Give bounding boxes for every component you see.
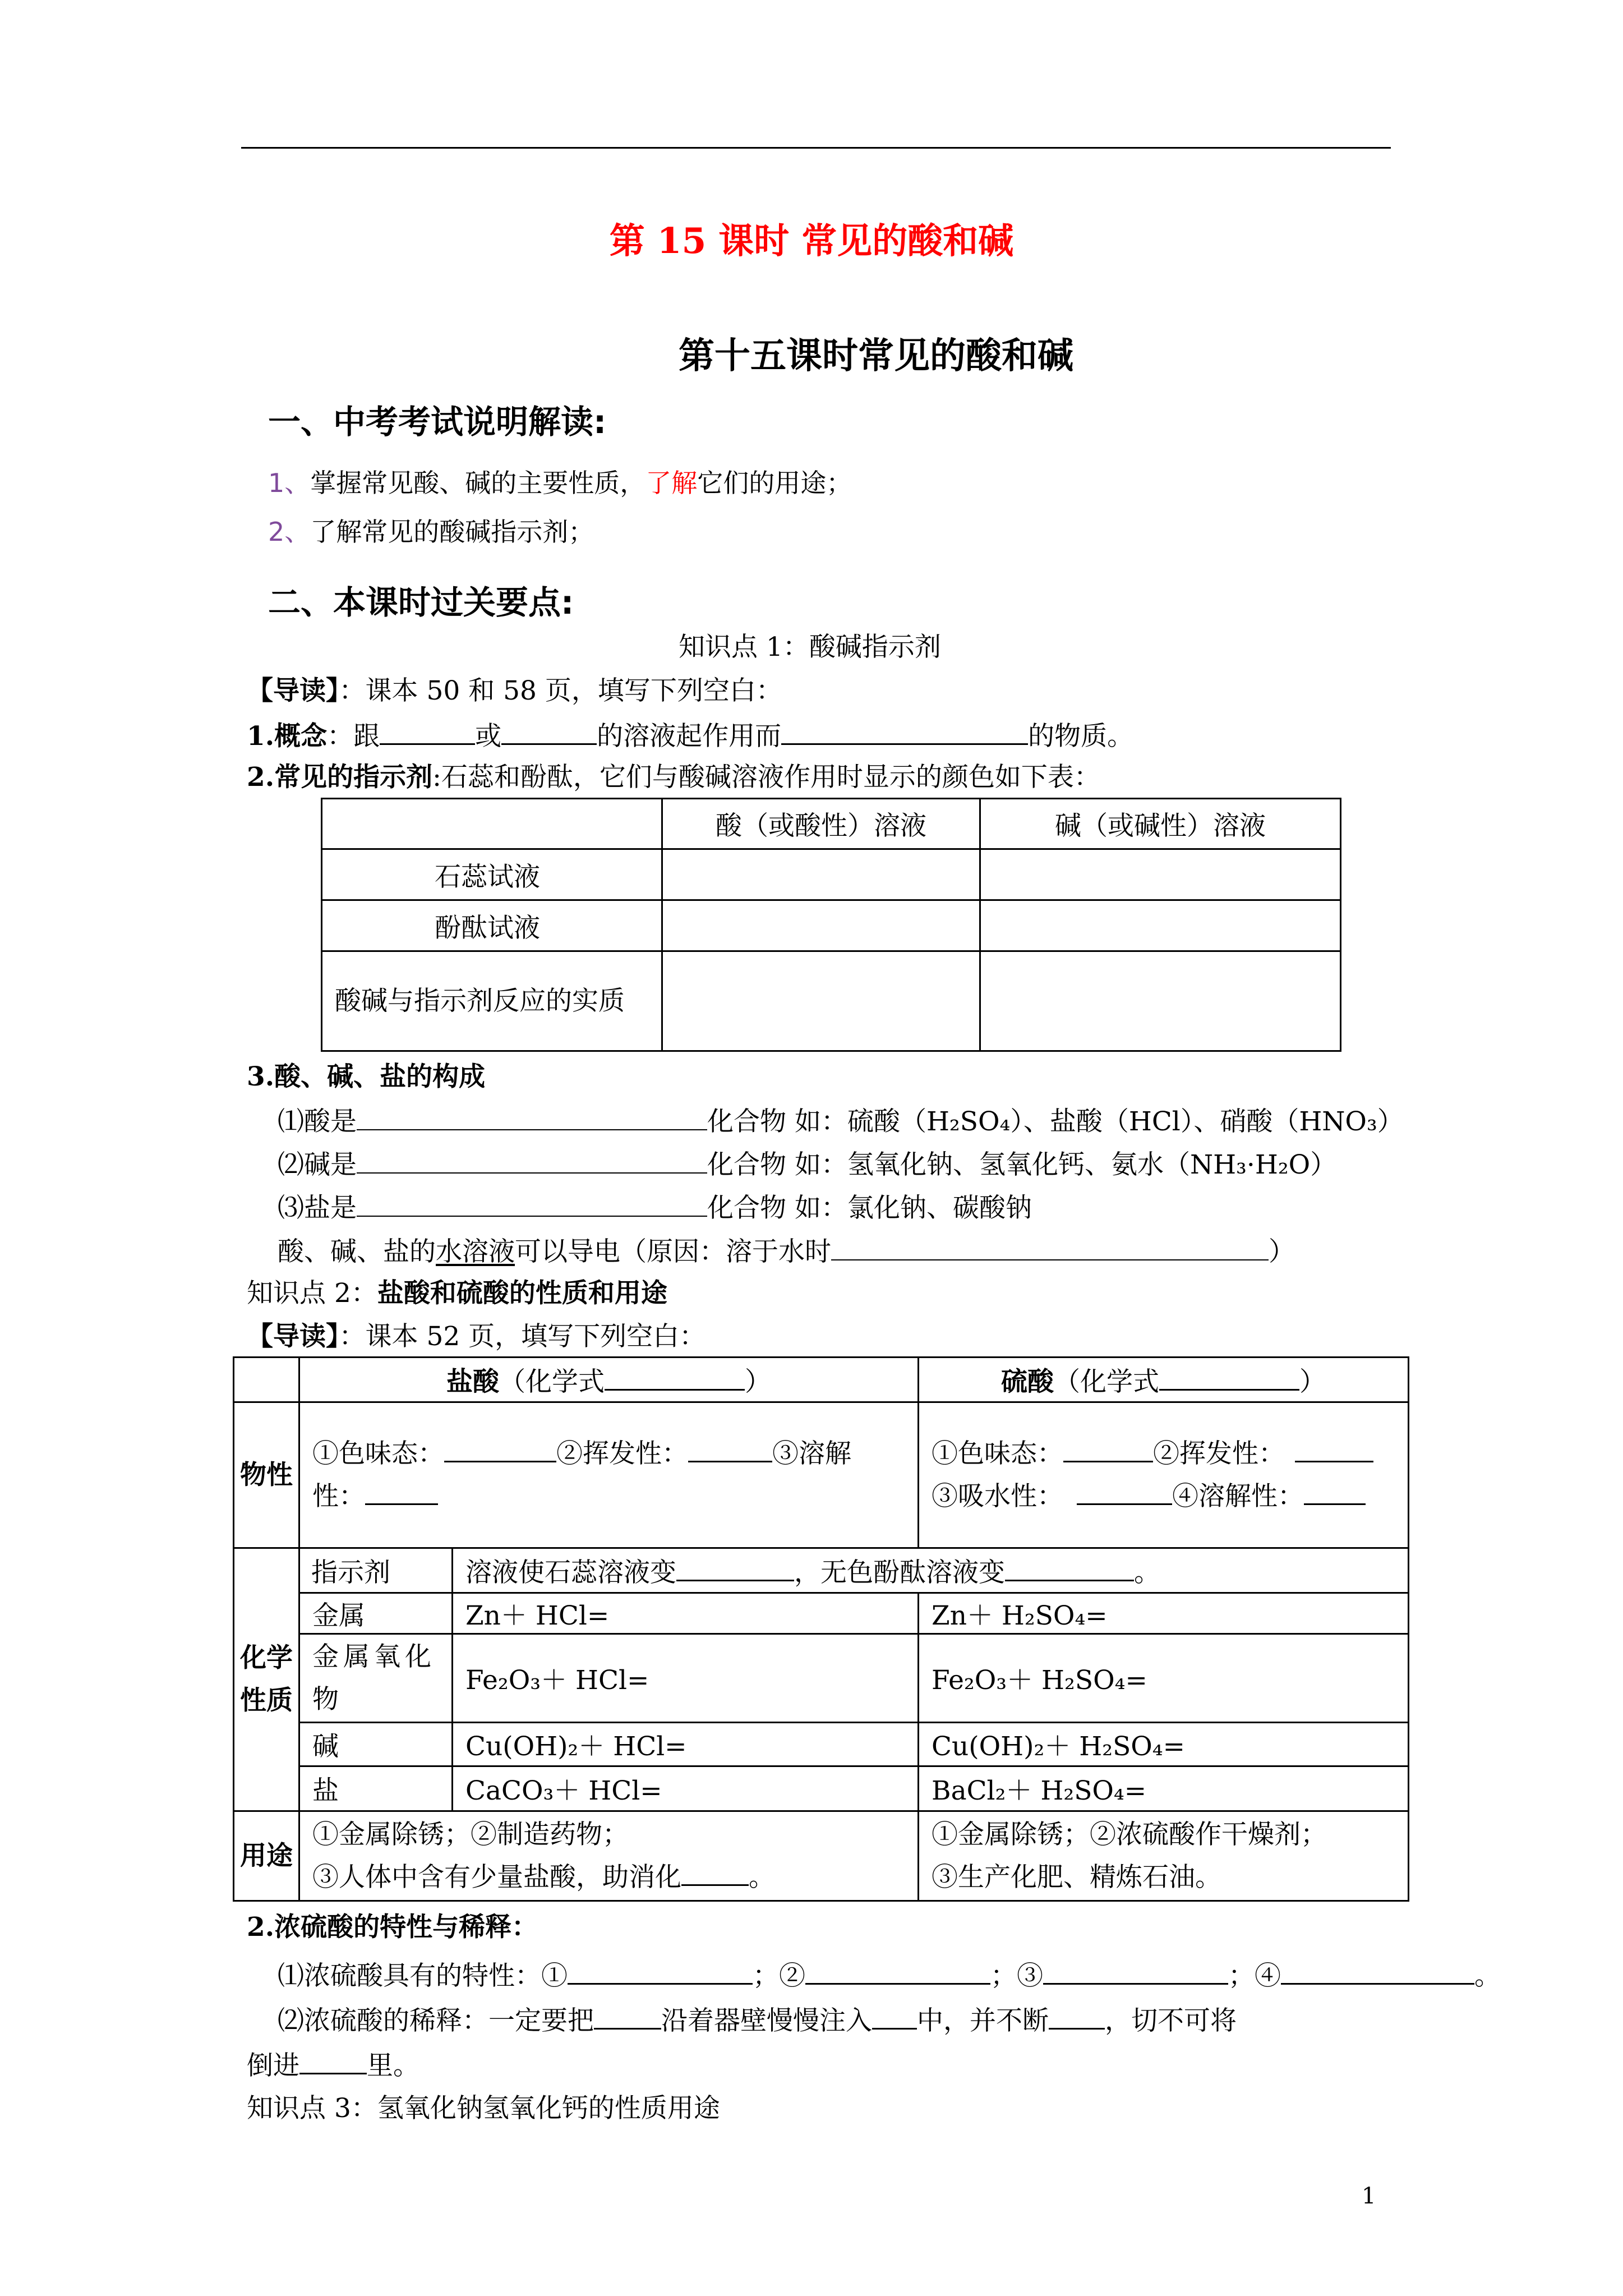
hcl-header bbox=[299, 1358, 919, 1402]
concept-text: ：跟 bbox=[327, 721, 380, 752]
h2so4-equation: Fe₂O₃＋ H₂SO₄= bbox=[919, 1634, 1409, 1723]
answer-cell[interactable] bbox=[980, 900, 1341, 951]
indicator-label: 2.常见的指示剂 bbox=[247, 762, 433, 793]
cell-text: 。 bbox=[749, 1861, 775, 1893]
conc-acid-heading: 2.浓硫酸的特性与稀释： bbox=[247, 1912, 538, 1943]
lesson-title: 第 15 课时 常见的酸和碱 bbox=[609, 220, 1014, 261]
hcl-equation: Fe₂O₃＋ HCl= bbox=[453, 1634, 919, 1723]
hcl-equation: CaCO₃＋ HCl= bbox=[453, 1766, 919, 1811]
concept-line bbox=[247, 721, 1134, 752]
chem-row-label: 碱 bbox=[299, 1723, 453, 1766]
cell-text: ，无色酚酞溶液变 bbox=[794, 1557, 1005, 1588]
chem-row-label: 指示剂 bbox=[299, 1548, 453, 1593]
line-text: ⑶盐是 bbox=[278, 1193, 357, 1223]
blank[interactable] bbox=[872, 2005, 917, 2030]
cell-text: ①色味态： bbox=[932, 1438, 1064, 1469]
header-text: 盐酸 bbox=[446, 1366, 500, 1397]
item-text: 了解常见的酸碱指示剂； bbox=[310, 517, 594, 547]
conc-acid-line-2 bbox=[278, 2005, 1237, 2034]
blank[interactable] bbox=[501, 721, 597, 745]
h2so4-phys-cell bbox=[919, 1402, 1409, 1548]
blank[interactable] bbox=[1049, 2005, 1105, 2030]
chem-label: 化学性质 bbox=[234, 1548, 299, 1811]
blank[interactable] bbox=[605, 1366, 745, 1391]
line-text: 沿着器壁慢慢注入 bbox=[661, 2005, 872, 2036]
guide-text: ：课本 50 和 58 页，填写下列空白： bbox=[339, 675, 782, 706]
image-title: 第十五课时常见的酸和碱 bbox=[679, 335, 1073, 377]
acid-line bbox=[278, 1107, 1404, 1135]
table-row-label: 酸碱与指示剂反应的实质 bbox=[322, 951, 662, 1051]
table-cell bbox=[234, 1358, 299, 1402]
indicator-line bbox=[247, 762, 1100, 793]
line-text: 里。 bbox=[367, 2050, 419, 2081]
kp1-title: 知识点 1：酸碱指示剂 bbox=[679, 632, 941, 662]
phys-label: 物性 bbox=[234, 1402, 299, 1548]
item-highlight: 了解 bbox=[645, 468, 698, 498]
line-text: ⑵碱是 bbox=[278, 1149, 357, 1180]
kp3-title: 知识点 3：氢氧化钠氢氧化钙的性质用途 bbox=[247, 2093, 720, 2124]
chem-row-label: 盐 bbox=[299, 1766, 453, 1811]
cell-text: 溶液使石蕊溶液变 bbox=[465, 1557, 676, 1588]
h2so4-header bbox=[919, 1358, 1409, 1402]
item-text: 掌握常见酸、碱的主要性质， bbox=[310, 468, 646, 498]
concept-text: 的溶液起作用而 bbox=[597, 721, 782, 752]
concept-text: 的物质。 bbox=[1028, 721, 1134, 752]
table-header: 酸（或酸性）溶液 bbox=[662, 799, 980, 849]
indicator-table bbox=[321, 798, 1341, 1052]
h2so4-use-cell bbox=[919, 1811, 1409, 1901]
exam-item-1 bbox=[268, 470, 852, 496]
line-text: ⑵浓硫酸的稀释：一定要把 bbox=[278, 2005, 594, 2036]
item-text: 它们的用途； bbox=[697, 468, 852, 498]
blank[interactable] bbox=[357, 1107, 707, 1130]
blank[interactable] bbox=[444, 1438, 556, 1462]
line-text: ；③ bbox=[990, 1961, 1043, 1991]
line-text: ⑴酸是 bbox=[278, 1106, 357, 1137]
line-text: 。 bbox=[1474, 1961, 1501, 1991]
header-text: 硫酸 bbox=[1001, 1366, 1054, 1397]
cell-text: ①色味态： bbox=[312, 1438, 444, 1469]
blank[interactable] bbox=[1043, 1961, 1228, 1985]
cell-text: ①金属除锈；②制造药物； bbox=[312, 1819, 629, 1850]
item-number: 1、 bbox=[268, 468, 311, 498]
h2so4-equation: Cu(OH)₂＋ H₂SO₄= bbox=[919, 1723, 1409, 1766]
concept-label: 1.概念 bbox=[247, 721, 328, 752]
blank[interactable] bbox=[1295, 1438, 1373, 1462]
line-text: ；④ bbox=[1228, 1961, 1281, 1991]
blank[interactable] bbox=[365, 1481, 438, 1505]
cell-text: ②挥发性： bbox=[1153, 1438, 1285, 1469]
concept-text: 或 bbox=[475, 721, 502, 752]
salt-line bbox=[278, 1193, 1032, 1221]
cell-text: 。 bbox=[1134, 1557, 1160, 1588]
chem-row-label: 金属 bbox=[299, 1593, 453, 1634]
table-row-label: 石蕊试液 bbox=[322, 849, 662, 900]
blank[interactable] bbox=[831, 1237, 1269, 1260]
blank[interactable] bbox=[1005, 1557, 1134, 1581]
table-header: 碱（或碱性）溶液 bbox=[980, 799, 1341, 849]
line-text: ） bbox=[1269, 1236, 1295, 1267]
hcl-equation: Cu(OH)₂＋ HCl= bbox=[453, 1723, 919, 1766]
h2so4-equation: Zn＋ H₂SO₄= bbox=[919, 1593, 1409, 1634]
blank[interactable] bbox=[594, 2005, 661, 2030]
table-cell bbox=[322, 799, 662, 849]
blank[interactable] bbox=[1281, 1961, 1474, 1985]
kp2-title-prefix: 知识点 2： bbox=[247, 1278, 377, 1309]
kp2-title bbox=[247, 1278, 667, 1309]
conduct-line bbox=[278, 1237, 1295, 1265]
chem-row-label: 金属氧化物 bbox=[299, 1634, 453, 1723]
blank[interactable] bbox=[357, 1193, 707, 1217]
guide-label: 【导读】 bbox=[247, 1321, 339, 1352]
kp1-guide bbox=[247, 675, 782, 706]
guide-text: ：课本 52 页，填写下列空白： bbox=[339, 1321, 706, 1352]
header-text: ） bbox=[745, 1366, 772, 1397]
blank[interactable] bbox=[1077, 1481, 1172, 1505]
line-text: ；② bbox=[753, 1961, 805, 1991]
blank[interactable] bbox=[681, 1862, 749, 1886]
answer-cell[interactable] bbox=[662, 849, 980, 900]
blank[interactable] bbox=[1304, 1481, 1366, 1505]
blank[interactable] bbox=[805, 1961, 990, 1985]
cell-text: ①金属除锈；②浓硫酸作干燥剂； bbox=[932, 1819, 1327, 1850]
header-text: （化学式 bbox=[499, 1366, 605, 1397]
underlined-text: 水溶液 bbox=[436, 1236, 515, 1267]
blank[interactable] bbox=[357, 1150, 707, 1174]
line-text: 可以导电（原因：溶于水时 bbox=[515, 1236, 831, 1267]
composition-heading: 3.酸、碱、盐的构成 bbox=[247, 1061, 486, 1092]
kp2-title-text: 盐酸和硫酸的性质和用途 bbox=[377, 1278, 667, 1309]
section-2-heading: 二、本课时过关要点: bbox=[268, 583, 574, 622]
answer-cell[interactable] bbox=[662, 900, 980, 951]
answer-cell[interactable] bbox=[980, 849, 1341, 900]
indicator-text: :石蕊和酚酞，它们与酸碱溶液作用时显示的颜色如下表： bbox=[432, 762, 1100, 793]
cell-text: ③溶解 bbox=[772, 1438, 851, 1469]
cell-text: ③吸水性： bbox=[932, 1480, 1064, 1512]
base-line bbox=[278, 1150, 1336, 1178]
blank[interactable] bbox=[1159, 1366, 1299, 1391]
conc-acid-line-3 bbox=[247, 2050, 419, 2079]
item-number: 2、 bbox=[268, 517, 311, 547]
line-text: ，切不可将 bbox=[1105, 2005, 1237, 2036]
cell-text: ③生产化肥、精炼石油。 bbox=[932, 1861, 1222, 1893]
header-text: （化学式 bbox=[1054, 1366, 1160, 1397]
cell-text: 性： bbox=[312, 1480, 365, 1512]
acid-properties-table bbox=[233, 1356, 1409, 1902]
line-text: 化合物 如：硫酸（H₂SO₄）、盐酸（HCl）、硝酸（HNO₃） bbox=[707, 1106, 1404, 1137]
cell-text: ④溶解性： bbox=[1172, 1480, 1304, 1512]
blank[interactable] bbox=[688, 1438, 772, 1462]
table-row-label: 酚酞试液 bbox=[322, 900, 662, 951]
header-rule bbox=[241, 147, 1391, 149]
indicator-cell bbox=[453, 1548, 1409, 1593]
line-text: 酸、碱、盐的 bbox=[278, 1236, 436, 1267]
guide-label: 【导读】 bbox=[247, 675, 339, 706]
blank[interactable] bbox=[1063, 1438, 1153, 1462]
line-text: 倒进 bbox=[247, 2050, 299, 2081]
line-text: 中，并不断 bbox=[917, 2005, 1049, 2036]
header-text: ） bbox=[1299, 1366, 1326, 1397]
blank[interactable] bbox=[781, 721, 1028, 745]
cell-text: ②挥发性： bbox=[556, 1438, 688, 1469]
blank[interactable] bbox=[299, 2050, 367, 2074]
exam-item-2 bbox=[268, 519, 594, 545]
blank[interactable] bbox=[568, 1961, 753, 1985]
use-label: 用途 bbox=[234, 1811, 299, 1901]
line-text: ⑴浓硫酸具有的特性：① bbox=[278, 1961, 568, 1991]
line-text: 化合物 如：氯化钠、碳酸钠 bbox=[707, 1193, 1032, 1223]
page-number: 1 bbox=[1362, 2183, 1376, 2209]
section-1-heading: 一、中考考试说明解读: bbox=[268, 403, 607, 441]
blank[interactable] bbox=[676, 1557, 794, 1581]
hcl-use-cell bbox=[299, 1811, 919, 1901]
answer-cell[interactable] bbox=[662, 951, 980, 1051]
cell-text: ③人体中含有少量盐酸，助消化 bbox=[312, 1861, 681, 1893]
h2so4-equation: BaCl₂＋ H₂SO₄= bbox=[919, 1766, 1409, 1811]
answer-cell[interactable] bbox=[980, 951, 1341, 1051]
hcl-equation: Zn＋ HCl= bbox=[453, 1593, 919, 1634]
line-text: 化合物 如：氢氧化钠、氢氧化钙、氨水（NH₃·H₂O） bbox=[707, 1149, 1337, 1180]
hcl-phys-cell bbox=[299, 1402, 919, 1548]
conc-acid-line-1 bbox=[278, 1961, 1501, 1989]
kp2-guide bbox=[247, 1323, 706, 1350]
blank[interactable] bbox=[380, 721, 475, 745]
